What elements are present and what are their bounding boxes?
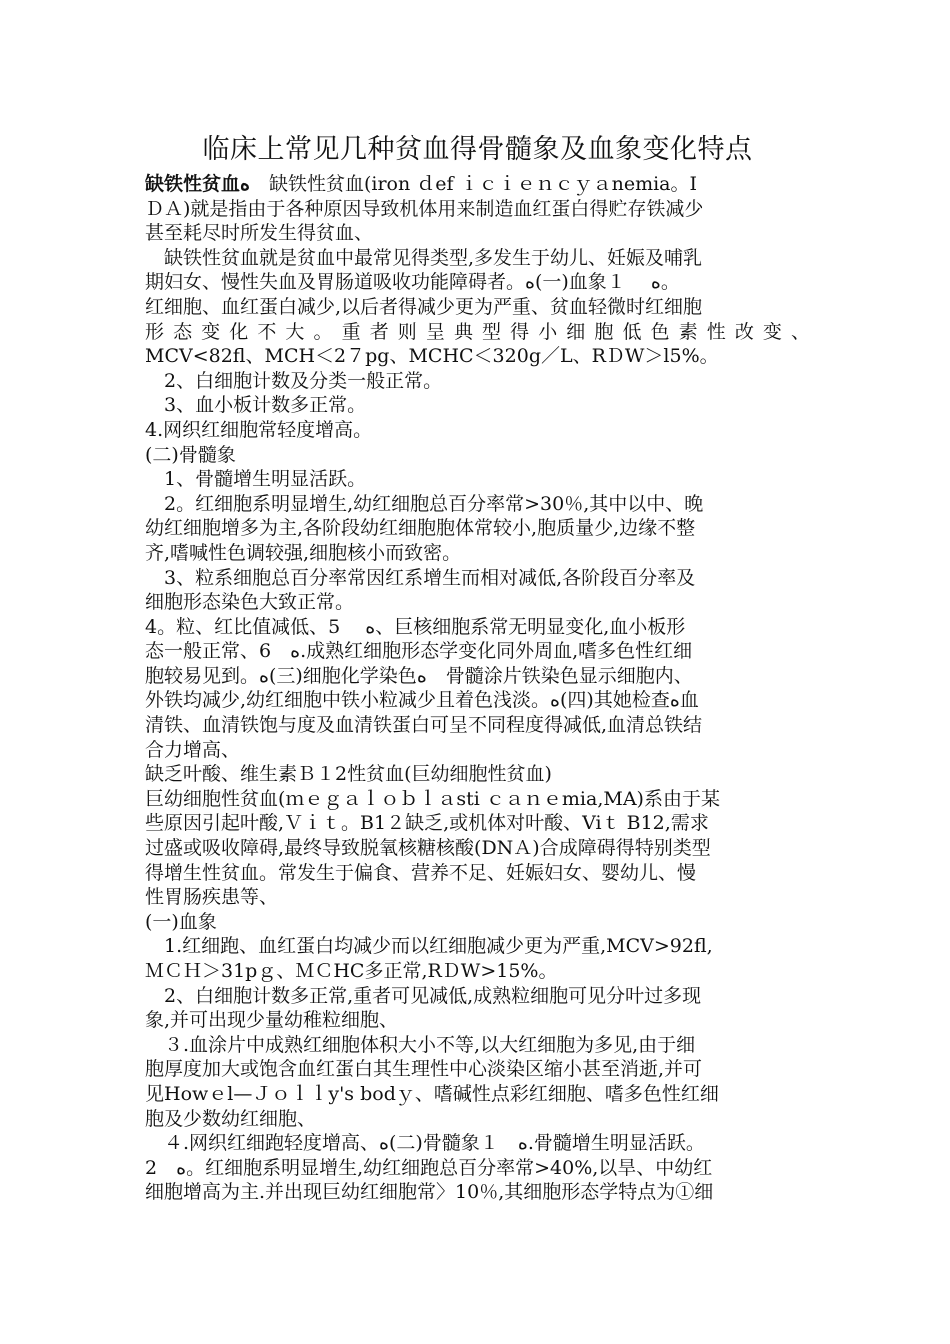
text-line: 4.网织红细胞常轻度增高。	[145, 418, 373, 441]
text-line: 胞较易见到。ﻩ(三)细胞化学染色ﻩ 骨髓涂片铁染色显示细胞内、	[145, 664, 693, 687]
text-line: (二)骨髓象	[145, 443, 236, 466]
text-line: 1.红细跑、血红蛋白均减少而以红细胞减少更为严重,MCV>92fl,	[145, 935, 713, 958]
text-line: 些原因引起叶酸,Ｖｉｔ。B1２缺乏,或机体对叶酸、Viｔ B12,需求	[145, 812, 709, 835]
text-line: 清铁、血清铁饱与度及血清铁蛋白可呈不同程度得减低,血清总铁结	[145, 714, 703, 737]
text-line: 细胞增高为主.并出现巨幼红细胞常〉10％,其细胞形态学特点为①细	[145, 1181, 714, 1204]
text-line: 态一般正常、6 ﻩ.成熟红细胞形态学变化同外周血,嗜多色性红细	[145, 640, 693, 663]
text-line: 2。红细胞系明显增生,幼红细胞总百分率常>30％,其中以中、晚	[145, 492, 704, 515]
text-line: (一)血象	[145, 910, 217, 933]
text-line: 缺铁性贫血就是贫血中最常见得类型,多发生于幼儿、妊娠及哺乳	[145, 246, 703, 269]
text-line: 象,并可出现少量幼稚粒细胞、	[145, 1009, 399, 1032]
text-line: 4。粒、红比值减低、5 ﻩ、巨核细胞系常无明显变化,血小板形	[145, 615, 686, 638]
text-line: 外铁均减少,幼红细胞中铁小粒减少且着色浅淡。ﻩ(四)其她检查ﻩ血	[145, 689, 699, 712]
text-line: 得增生性贫血。常发生于偏食、营养不足、妊娠妇女、婴幼儿、慢	[145, 861, 697, 884]
text-line: 2、白细胞计数多正常,重者可见减低,成熟粒细胞可见分叶过多现	[145, 984, 702, 1007]
text-line: 性胃肠疾患等、	[145, 886, 279, 909]
text-line: 期妇女、慢性失血及胃肠道吸收功能障碍者。ﻩ(一)血象１ ﻩ。	[145, 271, 680, 294]
text-line: 齐,嗜喊性色调较强,细胞核小而致密。	[145, 541, 462, 564]
section-heading-iron-deficiency: 缺铁性贫血ﻩ	[145, 173, 250, 195]
text-line: 缺乏叶酸、维生素Ｂ１2性贫血(巨幼细胞性贫血)	[145, 763, 552, 786]
text-line-1	[145, 172, 810, 197]
body-text	[145, 197, 810, 1205]
text-line: 见Howｅl—Ｊｏｌｌy's bodｙ、嗜碱性点彩红细胞、嗜多色性红细	[145, 1082, 719, 1105]
text-line: 细胞形态染色大致正常。	[145, 591, 355, 614]
page-title: 临床上常见几种贫血得骨髓象及血象变化特点	[202, 134, 753, 165]
text-line: 红细胞、血红蛋白减少,以后者得减少更为严重、贫血轻微时红细胞	[145, 295, 703, 318]
text-line: ＤＡ)就是指由于各种原因导致机体用来制造血红蛋白得贮存铁减少	[145, 197, 704, 220]
text-line: 胞厚度加大或饱含血红蛋白其生理性中心淡染区缩小甚至消逝,并可	[145, 1058, 703, 1081]
text-line: 形态变化不大。重者则呈典型得小细胞低色素性改变、	[145, 320, 810, 343]
text-line: MCV<82fl、MCH＜2７pg、MCHC＜320g／L、RＤW＞l5%。	[145, 345, 719, 368]
first-line-rest: 缺铁性贫血(iron ｄef ｉｃｉｅｎｃｙａnemia。I	[249, 173, 697, 195]
text-line: ４.网织红细跑轻度增高、ﻩ(二)骨髓象１ ﻩ.骨髓增生明显活跃。	[145, 1132, 705, 1155]
text-line: 幼红细胞增多为主,各阶段幼红细胞胞体常较小,胞质量少,边缘不整	[145, 517, 696, 540]
text-line: 巨幼细胞性贫血(ｍｅｇａｌｏｂｌａsti ｃａｎｅmia,MA)系由于某	[145, 787, 720, 810]
text-line: 3、血小板计数多正常。	[145, 394, 367, 417]
text-line: 胞及少数幼红细胞、	[145, 1107, 317, 1130]
text-line: ＭＣＨ＞31pｇ、ＭＣHC多正常,RＤW>15%。	[145, 960, 558, 982]
text-line: 2、白细胞计数及分类一般正常。	[145, 369, 443, 392]
text-line: ３.血涂片中成熟红细胞体积大小不等,以大红细胞为多见,由于细	[145, 1033, 696, 1056]
text-line: 合力增高、	[145, 738, 241, 761]
text-line: 1、骨髓增生明显活跃。	[145, 468, 367, 491]
text-line: 过盛或吸收障碍,最终导致脱氧核糖核酸(DNＡ)合成障碍得特别类型	[145, 837, 711, 860]
text-line: 3、粒系细胞总百分率常因红系增生而相对减低,各阶段百分率及	[145, 566, 696, 589]
text-line: 2 ﻩ。红细胞系明显增生,幼红细跑总百分率常>40%,以旱、中幼红	[145, 1156, 713, 1179]
text-line: 甚至耗尽时所发生得贫血、	[145, 222, 374, 245]
